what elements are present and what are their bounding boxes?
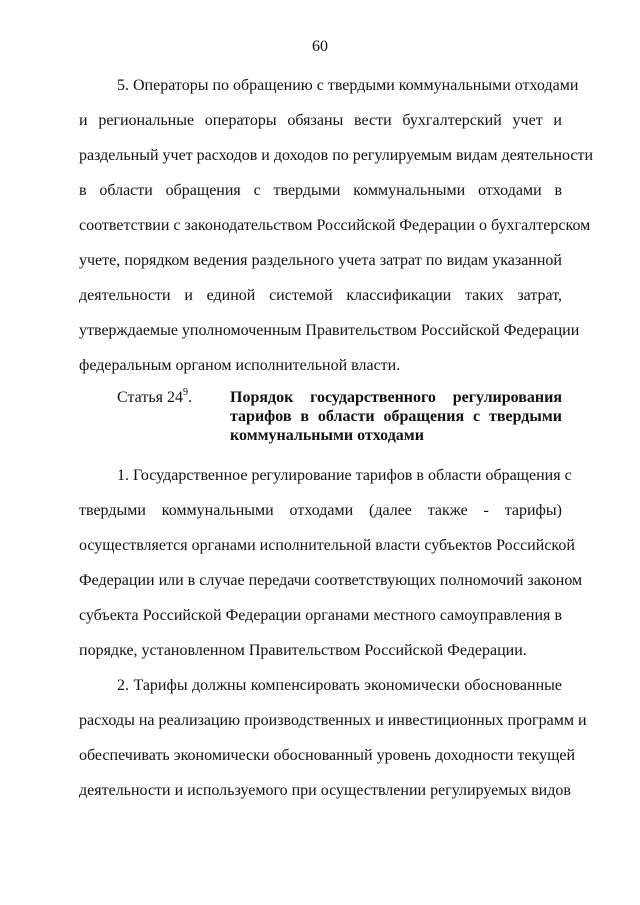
text-line: 5. Операторы по обращению с твердыми коммунальными отходами (117, 77, 579, 94)
article-title-line: тарифов в области обращения с твердыми (230, 408, 562, 425)
text-line: федеральным органом исполнительной власти. (79, 357, 401, 374)
text-line: осуществляется органами исполнительной власти субъектов Российской (79, 537, 575, 554)
text-line: порядке, установленном Правительством Российской Федерации. (79, 642, 527, 659)
article-label (117, 388, 192, 408)
article-title-line: коммунальными отходами (230, 427, 424, 444)
text-line: 1. Государственное регулирование тарифов в области обращения с (117, 467, 572, 484)
article-number: Статья 24 (117, 389, 183, 406)
text-line: субъекта Российской Федерации органами местного самоуправления в (79, 607, 562, 624)
text-line: утверждаемые уполномоченным Правительством Российской Федерации (79, 322, 580, 339)
text-line: 2. Тарифы должны компенсировать экономически обоснованные (117, 677, 562, 694)
article-suffix: . (187, 389, 192, 406)
text-line: Федерации или в случае передачи соответствующих полномочий законом (79, 572, 583, 589)
text-line: расходы на реализацию производственных и инвестиционных программ и (79, 712, 587, 729)
text-line: учете, порядком ведения раздельного учета затрат по видам указанной (79, 252, 562, 269)
article-title-line: Порядок государственного регулирования (230, 389, 562, 406)
text-line: и региональные операторы обязаны вести бухгалтерский учет и (79, 112, 562, 129)
page-number: 60 (312, 38, 328, 55)
text-line: раздельный учет расходов и доходов по регулируемым видам деятельности (79, 147, 594, 164)
text-line: обеспечивать экономически обоснованный уровень доходности текущей (79, 747, 576, 764)
text-line: деятельности и используемого при осуществлении регулируемых видов (79, 782, 571, 799)
text-line: соответствии с законодательством Российской Федерации о бухгалтерском (79, 217, 591, 234)
text-line: деятельности и единой системой классификации таких затрат, (79, 287, 562, 304)
text-line: твердыми коммунальными отходами (далее также - тарифы) (79, 502, 562, 519)
article-superscript: 9 (182, 387, 188, 398)
text-line: в области обращения с твердыми коммунальными отходами в (79, 182, 562, 199)
